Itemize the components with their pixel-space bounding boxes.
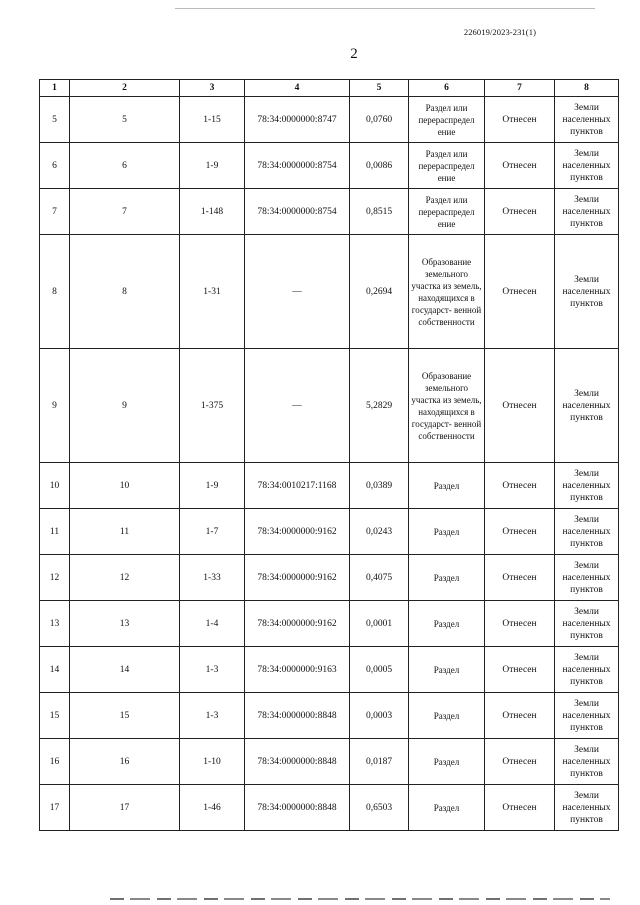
cell-c5: 0,0187: [350, 739, 409, 785]
cell-c7: Отнесен: [485, 647, 555, 693]
cell-c2: 12: [70, 555, 180, 601]
cell-c4: —: [245, 349, 350, 463]
cell-c8: Земли населенных пунктов: [555, 555, 619, 601]
cell-c5: 0,8515: [350, 189, 409, 235]
cell-c2: 13: [70, 601, 180, 647]
land-registry-table: [39, 79, 619, 831]
cell-c3: 1-3: [180, 693, 245, 739]
cell-c5: 0,6503: [350, 785, 409, 831]
cell-c1: 17: [40, 785, 70, 831]
header-cell: 6: [409, 80, 485, 97]
table-row: [40, 143, 619, 189]
cell-c3: 1-375: [180, 349, 245, 463]
cell-c3: 1-148: [180, 189, 245, 235]
cell-c7: Отнесен: [485, 693, 555, 739]
cell-c2: 14: [70, 647, 180, 693]
cell-c2: 8: [70, 235, 180, 349]
header-row: [40, 80, 619, 97]
cell-c1: 7: [40, 189, 70, 235]
cell-c6: Раздел или перераспредел ение: [409, 143, 485, 189]
header-cell: 2: [70, 80, 180, 97]
cell-c6: Раздел: [409, 647, 485, 693]
cell-c8: Земли населенных пунктов: [555, 143, 619, 189]
cell-c8: Земли населенных пунктов: [555, 189, 619, 235]
cell-c4: 78:34:0000000:9162: [245, 555, 350, 601]
cell-c8: Земли населенных пунктов: [555, 97, 619, 143]
table-row: [40, 739, 619, 785]
cell-c7: Отнесен: [485, 509, 555, 555]
cell-c4: 78:34:0000000:8754: [245, 143, 350, 189]
cell-c3: 1-33: [180, 555, 245, 601]
cell-c7: Отнесен: [485, 785, 555, 831]
table-row: [40, 647, 619, 693]
document-number: 226019/2023-231(1): [463, 27, 536, 37]
cell-c3: 1-3: [180, 647, 245, 693]
table-row: [40, 601, 619, 647]
cell-c7: Отнесен: [485, 189, 555, 235]
cell-c5: 0,0389: [350, 463, 409, 509]
table-row: [40, 555, 619, 601]
cell-c5: 5,2829: [350, 349, 409, 463]
cell-c3: 1-15: [180, 97, 245, 143]
header-cell: 1: [40, 80, 70, 97]
cell-c1: 12: [40, 555, 70, 601]
cell-c3: 1-9: [180, 143, 245, 189]
header-cell: 3: [180, 80, 245, 97]
cell-c8: Земли населенных пунктов: [555, 349, 619, 463]
cell-c6: Раздел или перераспредел ение: [409, 189, 485, 235]
cell-c2: 11: [70, 509, 180, 555]
cell-c2: 5: [70, 97, 180, 143]
cell-c6: Раздел: [409, 555, 485, 601]
table-row: [40, 349, 619, 463]
table-body: [40, 80, 619, 831]
cell-c8: Земли населенных пунктов: [555, 647, 619, 693]
cell-c6: Образование земельного участка из земель, находящихся в государст- венной собственности: [409, 349, 485, 463]
cell-c4: 78:34:0000000:9163: [245, 647, 350, 693]
cell-c4: 78:34:0000000:8747: [245, 97, 350, 143]
cell-c2: 6: [70, 143, 180, 189]
cell-c7: Отнесен: [485, 601, 555, 647]
cell-c3: 1-31: [180, 235, 245, 349]
cell-c3: 1-46: [180, 785, 245, 831]
cell-c2: 16: [70, 739, 180, 785]
cell-c1: 10: [40, 463, 70, 509]
cell-c1: 9: [40, 349, 70, 463]
cell-c6: Раздел: [409, 739, 485, 785]
cell-c1: 15: [40, 693, 70, 739]
cell-c8: Земли населенных пунктов: [555, 693, 619, 739]
cell-c5: 0,0005: [350, 647, 409, 693]
header-cell: 8: [555, 80, 619, 97]
cell-c4: 78:34:0000000:9162: [245, 509, 350, 555]
cell-c5: 0,0243: [350, 509, 409, 555]
cell-c7: Отнесен: [485, 97, 555, 143]
cell-c7: Отнесен: [485, 463, 555, 509]
cell-c7: Отнесен: [485, 555, 555, 601]
cell-c2: 15: [70, 693, 180, 739]
cell-c4: 78:34:0000000:8848: [245, 693, 350, 739]
cell-c2: 17: [70, 785, 180, 831]
table-row: [40, 463, 619, 509]
cell-c3: 1-10: [180, 739, 245, 785]
cell-c2: 10: [70, 463, 180, 509]
cell-c6: Раздел: [409, 463, 485, 509]
cell-c4: 78:34:0000000:8754: [245, 189, 350, 235]
cell-c7: Отнесен: [485, 235, 555, 349]
cell-c5: 0,4075: [350, 555, 409, 601]
table-row: [40, 693, 619, 739]
header-cell: 5: [350, 80, 409, 97]
cell-c8: Земли населенных пунктов: [555, 785, 619, 831]
cell-c1: 14: [40, 647, 70, 693]
cell-c5: 0,2694: [350, 235, 409, 349]
cell-c6: Раздел: [409, 601, 485, 647]
table-row: [40, 235, 619, 349]
table-row: [40, 97, 619, 143]
scan-top-line: [175, 8, 595, 9]
cell-c5: 0,0003: [350, 693, 409, 739]
header-cell: 7: [485, 80, 555, 97]
table-row: [40, 189, 619, 235]
cell-c1: 6: [40, 143, 70, 189]
cell-c1: 16: [40, 739, 70, 785]
scan-bottom-artifact: [110, 898, 610, 900]
cell-c3: 1-7: [180, 509, 245, 555]
cell-c5: 0,0760: [350, 97, 409, 143]
cell-c1: 11: [40, 509, 70, 555]
cell-c6: Раздел: [409, 509, 485, 555]
cell-c4: 78:34:0010217:1168: [245, 463, 350, 509]
cell-c1: 5: [40, 97, 70, 143]
cell-c4: 78:34:0000000:8848: [245, 739, 350, 785]
cell-c1: 8: [40, 235, 70, 349]
cell-c6: Раздел: [409, 693, 485, 739]
cell-c8: Земли населенных пунктов: [555, 601, 619, 647]
page-number: 2: [350, 46, 358, 62]
cell-c7: Отнесен: [485, 143, 555, 189]
cell-c2: 7: [70, 189, 180, 235]
cell-c6: Образование земельного участка из земель, находящихся в государст- венной собственности: [409, 235, 485, 349]
cell-c6: Раздел или перераспредел ение: [409, 97, 485, 143]
cell-c6: Раздел: [409, 785, 485, 831]
cell-c4: 78:34:0000000:8848: [245, 785, 350, 831]
cell-c3: 1-9: [180, 463, 245, 509]
cell-c4: 78:34:0000000:9162: [245, 601, 350, 647]
cell-c1: 13: [40, 601, 70, 647]
cell-c8: Земли населенных пунктов: [555, 509, 619, 555]
cell-c8: Земли населенных пунктов: [555, 235, 619, 349]
cell-c7: Отнесен: [485, 739, 555, 785]
cell-c5: 0,0001: [350, 601, 409, 647]
cell-c5: 0,0086: [350, 143, 409, 189]
table-row: [40, 509, 619, 555]
cell-c8: Земли населенных пунктов: [555, 739, 619, 785]
cell-c7: Отнесен: [485, 349, 555, 463]
cell-c2: 9: [70, 349, 180, 463]
table-row: [40, 785, 619, 831]
cell-c4: —: [245, 235, 350, 349]
cell-c8: Земли населенных пунктов: [555, 463, 619, 509]
cell-c3: 1-4: [180, 601, 245, 647]
header-cell: 4: [245, 80, 350, 97]
